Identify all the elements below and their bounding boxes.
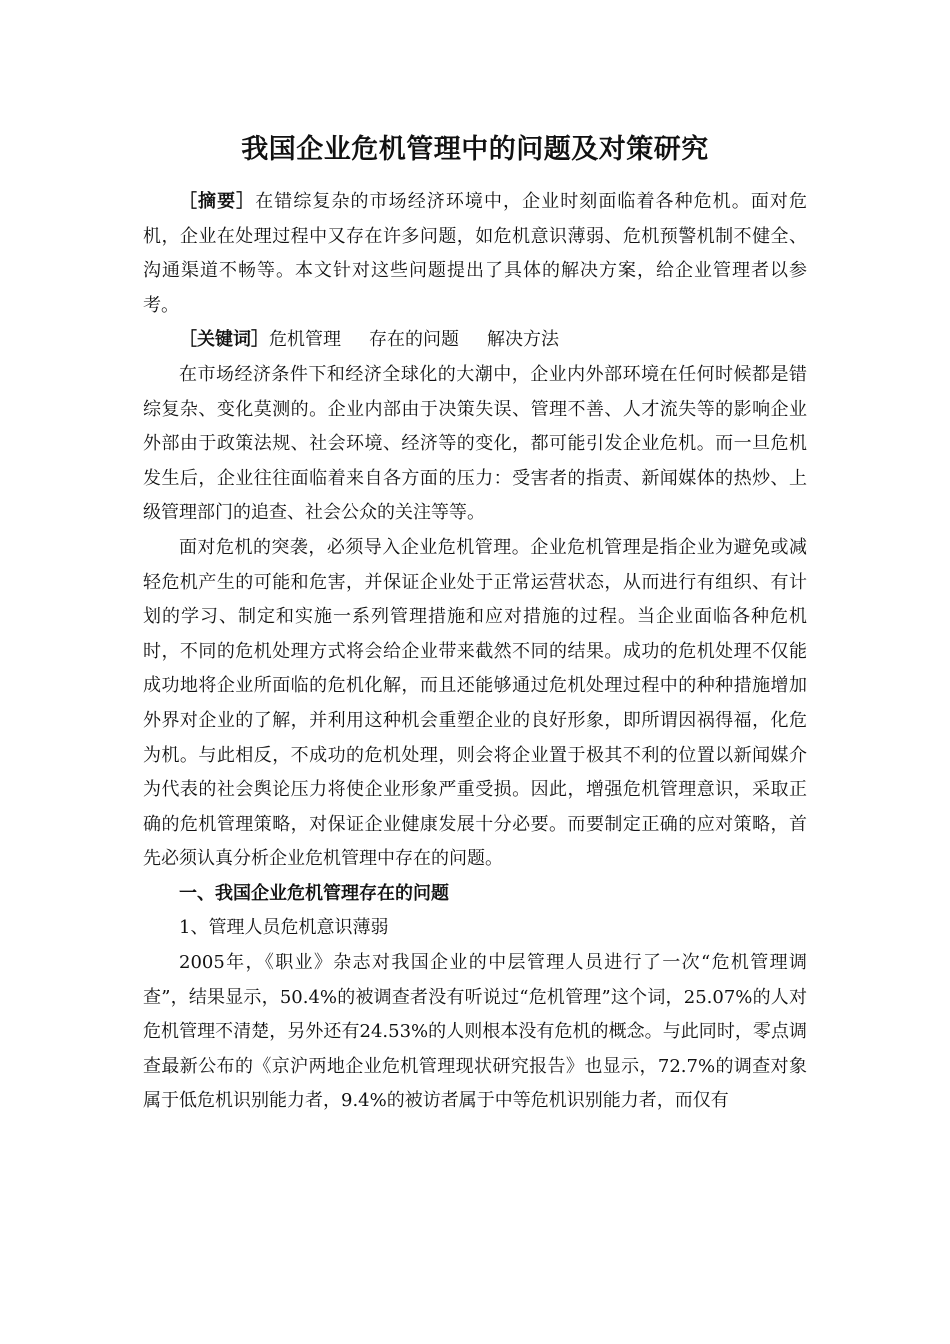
subsection-heading: 1、管理人员危机意识薄弱	[179, 917, 389, 939]
document-title: 我国企业危机管理中的问题及对策研究	[241, 134, 709, 165]
body-paragraph: 2005年，《职业》杂志对我国企业的中层管理人员进行了一次“危机管理调查”，结果显示，50.4%的被调查者没有听说过“危机管理”这个词，25.07%的人对危机管理不清楚，另外还有24.53%的人则根本没有危机的概念。与此同时，零点调查最新公布的《京沪两地企业危机管理现状研究报告》也显示，72.7%的调查对象属于低危机识别能力者，9.4%的被访者属于中等危机识别能力者，而仅有	[143, 952, 807, 1112]
keyword-item: 解决方法	[487, 329, 559, 351]
keywords-label: ［关键词］	[179, 329, 269, 351]
abstract-text: 在错综复杂的市场经济环境中，企业时刻面临着各种危机。面对危机，企业在处理过程中又存在许多问题，如危机意识薄弱、危机预警机制不健全、沟通渠道不畅等。本文针对这些问题提出了具体的解决方案，给企业管理者以参考。	[143, 191, 807, 316]
body-paragraph: 在市场经济条件下和经济全球化的大潮中，企业内外部环境在任何时候都是错综复杂、变化莫测的。企业内部由于决策失误、管理不善、人才流失等的影响企业外部由于政策法规、社会环境、经济等的变化，都可能引发企业危机。而一旦危机发生后，企业往往面临着来自各方面的压力：受害者的指责、新闻媒体的热炒、上级管理部门的追查、社会公众的关注等等。	[143, 363, 807, 524]
abstract-paragraph	[143, 185, 807, 323]
document-body	[143, 185, 807, 1119]
body-paragraph: 面对危机的突袭，必须导入企业危机管理。企业危机管理是指企业为避免或减轻危机产生的可能和危害，并保证企业处于正常运营状态，从而进行有组织、有计划的学习、制定和实施一系列管理措施和应对措施的过程。当企业面临各种危机时，不同的危机处理方式将会给企业带来截然不同的结果。成功的危机处理不仅能成功地将企业所面临的危机化解，而且还能够通过危机处理过程中的种种措施增加外界对企业的了解，并利用这种机会重塑企业的良好形象，即所谓因祸得福，化危为机。与此相反，不成功的危机处理，则会将企业置于极其不利的位置以新闻媒介为代表的社会舆论压力将使企业形象严重受损。因此，增强危机管理意识，采取正确的危机管理策略，对保证企业健康发展十分必要。而要制定正确的应对策略，首先必须认真分析企业危机管理中存在的问题。	[143, 536, 807, 870]
keyword-item: 危机管理	[269, 329, 341, 351]
keyword-item: 存在的问题	[369, 329, 459, 351]
section-heading: 一、我国企业危机管理存在的问题	[179, 882, 449, 904]
keywords-paragraph	[143, 323, 807, 358]
abstract-label: ［摘要］	[179, 191, 256, 212]
